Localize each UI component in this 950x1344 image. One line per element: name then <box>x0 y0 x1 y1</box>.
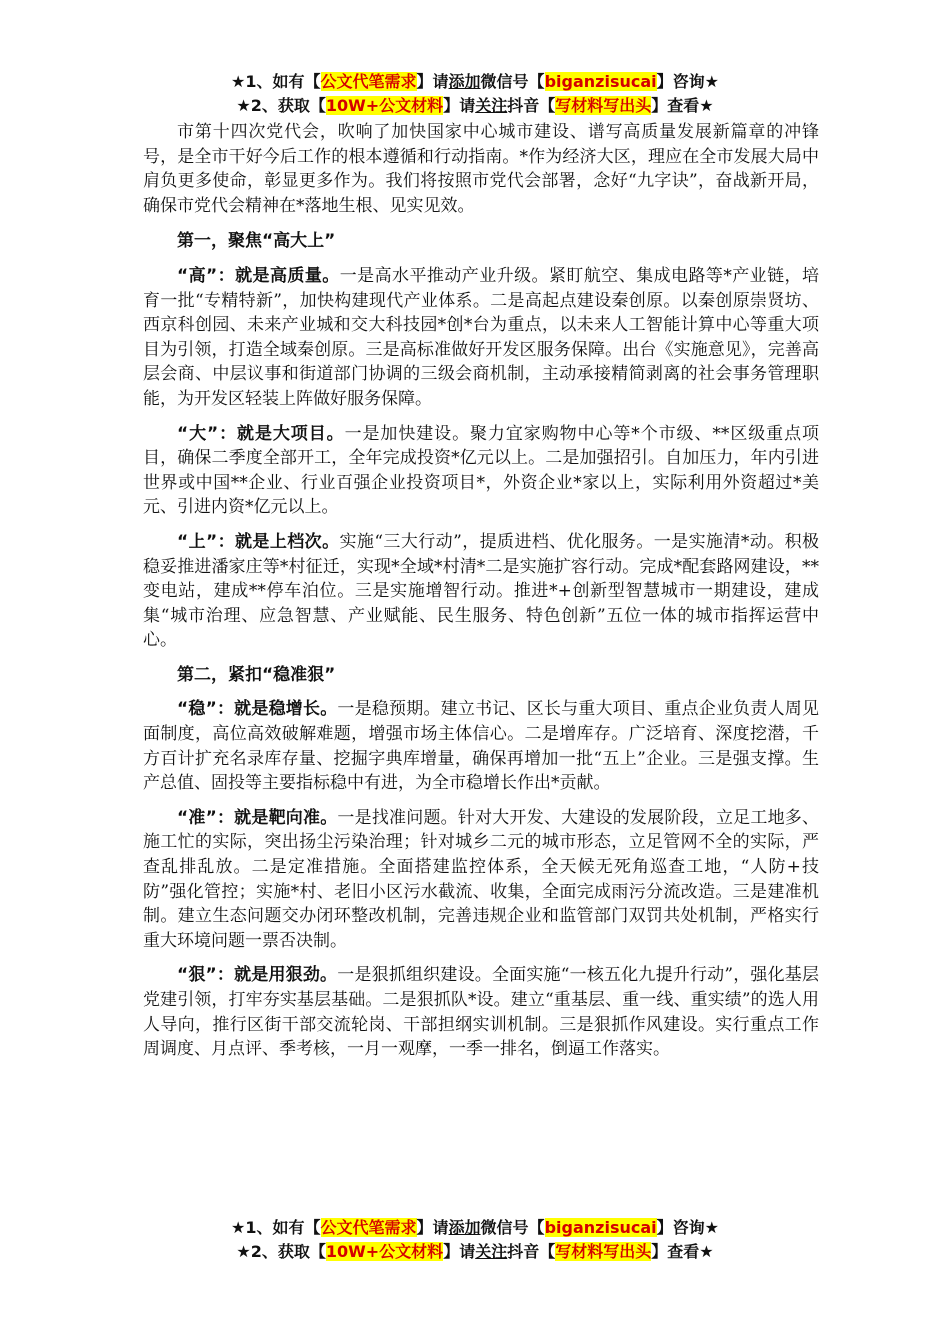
paragraph-text: 一是加快建设。聚力宜家购物中心等*个市级、**区级重点项目，确保二季度全部开工，全年完成投资*亿元以上。二是加强招引。自加压力，年内引进世界或中国**企业、行业百强企业投资项目*，外资企业*家以上，实际利用外资超过*美元、引进内资*亿元以上。 <box>143 423 819 518</box>
intro-paragraph: 市第十四次党代会，吹响了加快国家中心城市建设、谱写高质量发展新篇章的冲锋号，是全市干好今后工作的根本遵循和行动指南。*作为经济大区，理应在全市发展大局中肩负更多使命，彰显更多作为。我们将按照市党代会部署，念好“九字诀”，奋战新开局，确保市党代会精神在*落地生根、见实见效。 <box>143 122 819 216</box>
section-heading-1: 第一，聚焦“高大上” <box>177 231 336 252</box>
ad-text: 抖音【 <box>507 96 556 115</box>
paragraph-zhun <box>143 806 819 954</box>
ad-text: 】查看★ <box>651 96 714 115</box>
ad-emphasis: 关注 <box>475 1242 508 1261</box>
ad-emphasis: 添加 <box>448 1218 481 1237</box>
ad-text: 抖音【 <box>507 1242 556 1261</box>
ad-text: ★2、获取【 <box>236 1242 326 1261</box>
ad-text: 】请 <box>443 1242 476 1261</box>
paragraph-text: 实施“三大行动”，提质进档、优化服务。一是实施清*动。积极稳妥推进潘家庄等*村征迁，实现*全域*村清*二是实施扩容行动。完成*配套路网建设，**变电站，建成**停车泊位。三是实施增智行动。推进*+创新型智慧城市一期建设，建成集“城市治理、应急智慧、产业赋能、民生服务、特色创新”五位一体的城市指挥运营中心。 <box>143 531 819 651</box>
paragraph-text: 一是高水平推动产业升级。紧盯航空、集成电路等*产业链，培育一批“专精特新”，加快构建现代产业体系。二是高起点建设秦创原。以秦创原崇贤坊、西京科创园、未来产业城和交大科技园*创*台为重点，以未来人工智能计算中心等重大项目为引领，打造全域秦创原。三是高标准做好开发区服务保障。出台《实施意见》，完善高层会商、中层议事和街道部门协调的三级会商机制，主动承接精简剥离的社会事务管理职能，为开发区轻装上阵做好服务保障。 <box>143 265 819 409</box>
ad-highlight-wechat-id: biganzisucai <box>544 72 657 91</box>
paragraph-wen <box>143 697 819 795</box>
paragraph-gao <box>143 264 819 412</box>
ad-banner-footer-line-1 <box>0 1216 950 1240</box>
paragraph-text: 一是找准问题。针对大开发、大建设的发展阶段，立足工地多、施工忙的实际，突出扬尘污染治理；针对城乡二元的城市形态，立足管网不全的实际，严查乱排乱放。二是定准措施。全面搭建监控体系，全天候无死角巡查工地，“人防+技防”强化管控；实施*村、老旧小区污水截流、收集，全面完成雨污分流改造。三是建准机制。建立生态问题交办闭环整改机制，完善违规企业和监管部门双罚共处机制，严格实行重大环境问题一票否决制。 <box>143 807 819 951</box>
ad-text: 微信号【 <box>480 1218 545 1237</box>
ad-banner-line-1 <box>0 70 950 94</box>
paragraph-shang <box>143 530 819 653</box>
ad-emphasis: 添加 <box>448 72 481 91</box>
ad-banner-footer-line-2 <box>0 1240 950 1264</box>
paragraph-da <box>143 422 819 520</box>
ad-text: ★1、如有【 <box>231 72 321 91</box>
ad-text: 】咨询★ <box>656 1218 719 1237</box>
ad-highlight-douyin: 写材料写出头 <box>555 96 652 115</box>
paragraph-lead: “狠”：就是用狠劲。 <box>177 965 338 986</box>
ad-text: ★1、如有【 <box>231 1218 321 1237</box>
ad-emphasis: 关注 <box>475 96 508 115</box>
ad-text: ★2、获取【 <box>236 96 326 115</box>
paragraph-lead: “稳”：就是稳增长。 <box>177 699 338 720</box>
ad-text: 】请 <box>416 72 449 91</box>
ad-highlight-service: 公文代笔需求 <box>320 72 417 91</box>
ad-highlight-douyin: 写材料写出头 <box>555 1242 652 1261</box>
paragraph-text: 一是狠抓组织建设。全面实施“一核五化九提升行动”，强化基层党建引领，打牢夯实基层基础。二是狠抓队*设。建立“重基层、重一线、重实绩”的选人用人导向，推行区街干部交流轮岗、干部担纲实训机制。三是狠抓作风建设。实行重点工作周调度、月点评、季考核，一月一观摩，一季一排名，倒逼工作落实。 <box>143 965 819 1060</box>
paragraph-text: 一是稳预期。建立书记、区长与重大项目、重点企业负责人周见面制度，高位高效破解难题，增强市场主体信心。二是增库存。广泛培育、深度挖潜，千方百计扩充名录库存量、挖掘字典库增量，确保再增加一批“五上”企业。三是强支撑。生产总值、固投等主要指标稳中有进，为全市稳增长作出*贡献。 <box>143 699 819 794</box>
ad-highlight-materials: 10W+公文材料 <box>325 1242 444 1261</box>
ad-banner-line-2 <box>0 94 950 118</box>
ad-text: 】咨询★ <box>656 72 719 91</box>
ad-highlight-wechat-id: biganzisucai <box>544 1218 657 1237</box>
ad-text: 】请 <box>443 96 476 115</box>
ad-highlight-materials: 10W+公文材料 <box>325 96 444 115</box>
paragraph-lead: “准”：就是靶向准。 <box>177 807 338 828</box>
paragraph-lead: “大”：就是大项目。 <box>177 423 345 444</box>
paragraph-hen <box>143 963 819 1061</box>
section-heading-2: 第二，紧扣“稳准狠” <box>177 664 336 685</box>
ad-text: 微信号【 <box>480 72 545 91</box>
ad-text: 】查看★ <box>651 1242 714 1261</box>
paragraph-lead: “上”：就是上档次。 <box>177 531 340 552</box>
ad-highlight-service: 公文代笔需求 <box>320 1218 417 1237</box>
paragraph-lead: “高”：就是高质量。 <box>177 265 340 286</box>
ad-text: 】请 <box>416 1218 449 1237</box>
document-body <box>143 120 819 1072</box>
